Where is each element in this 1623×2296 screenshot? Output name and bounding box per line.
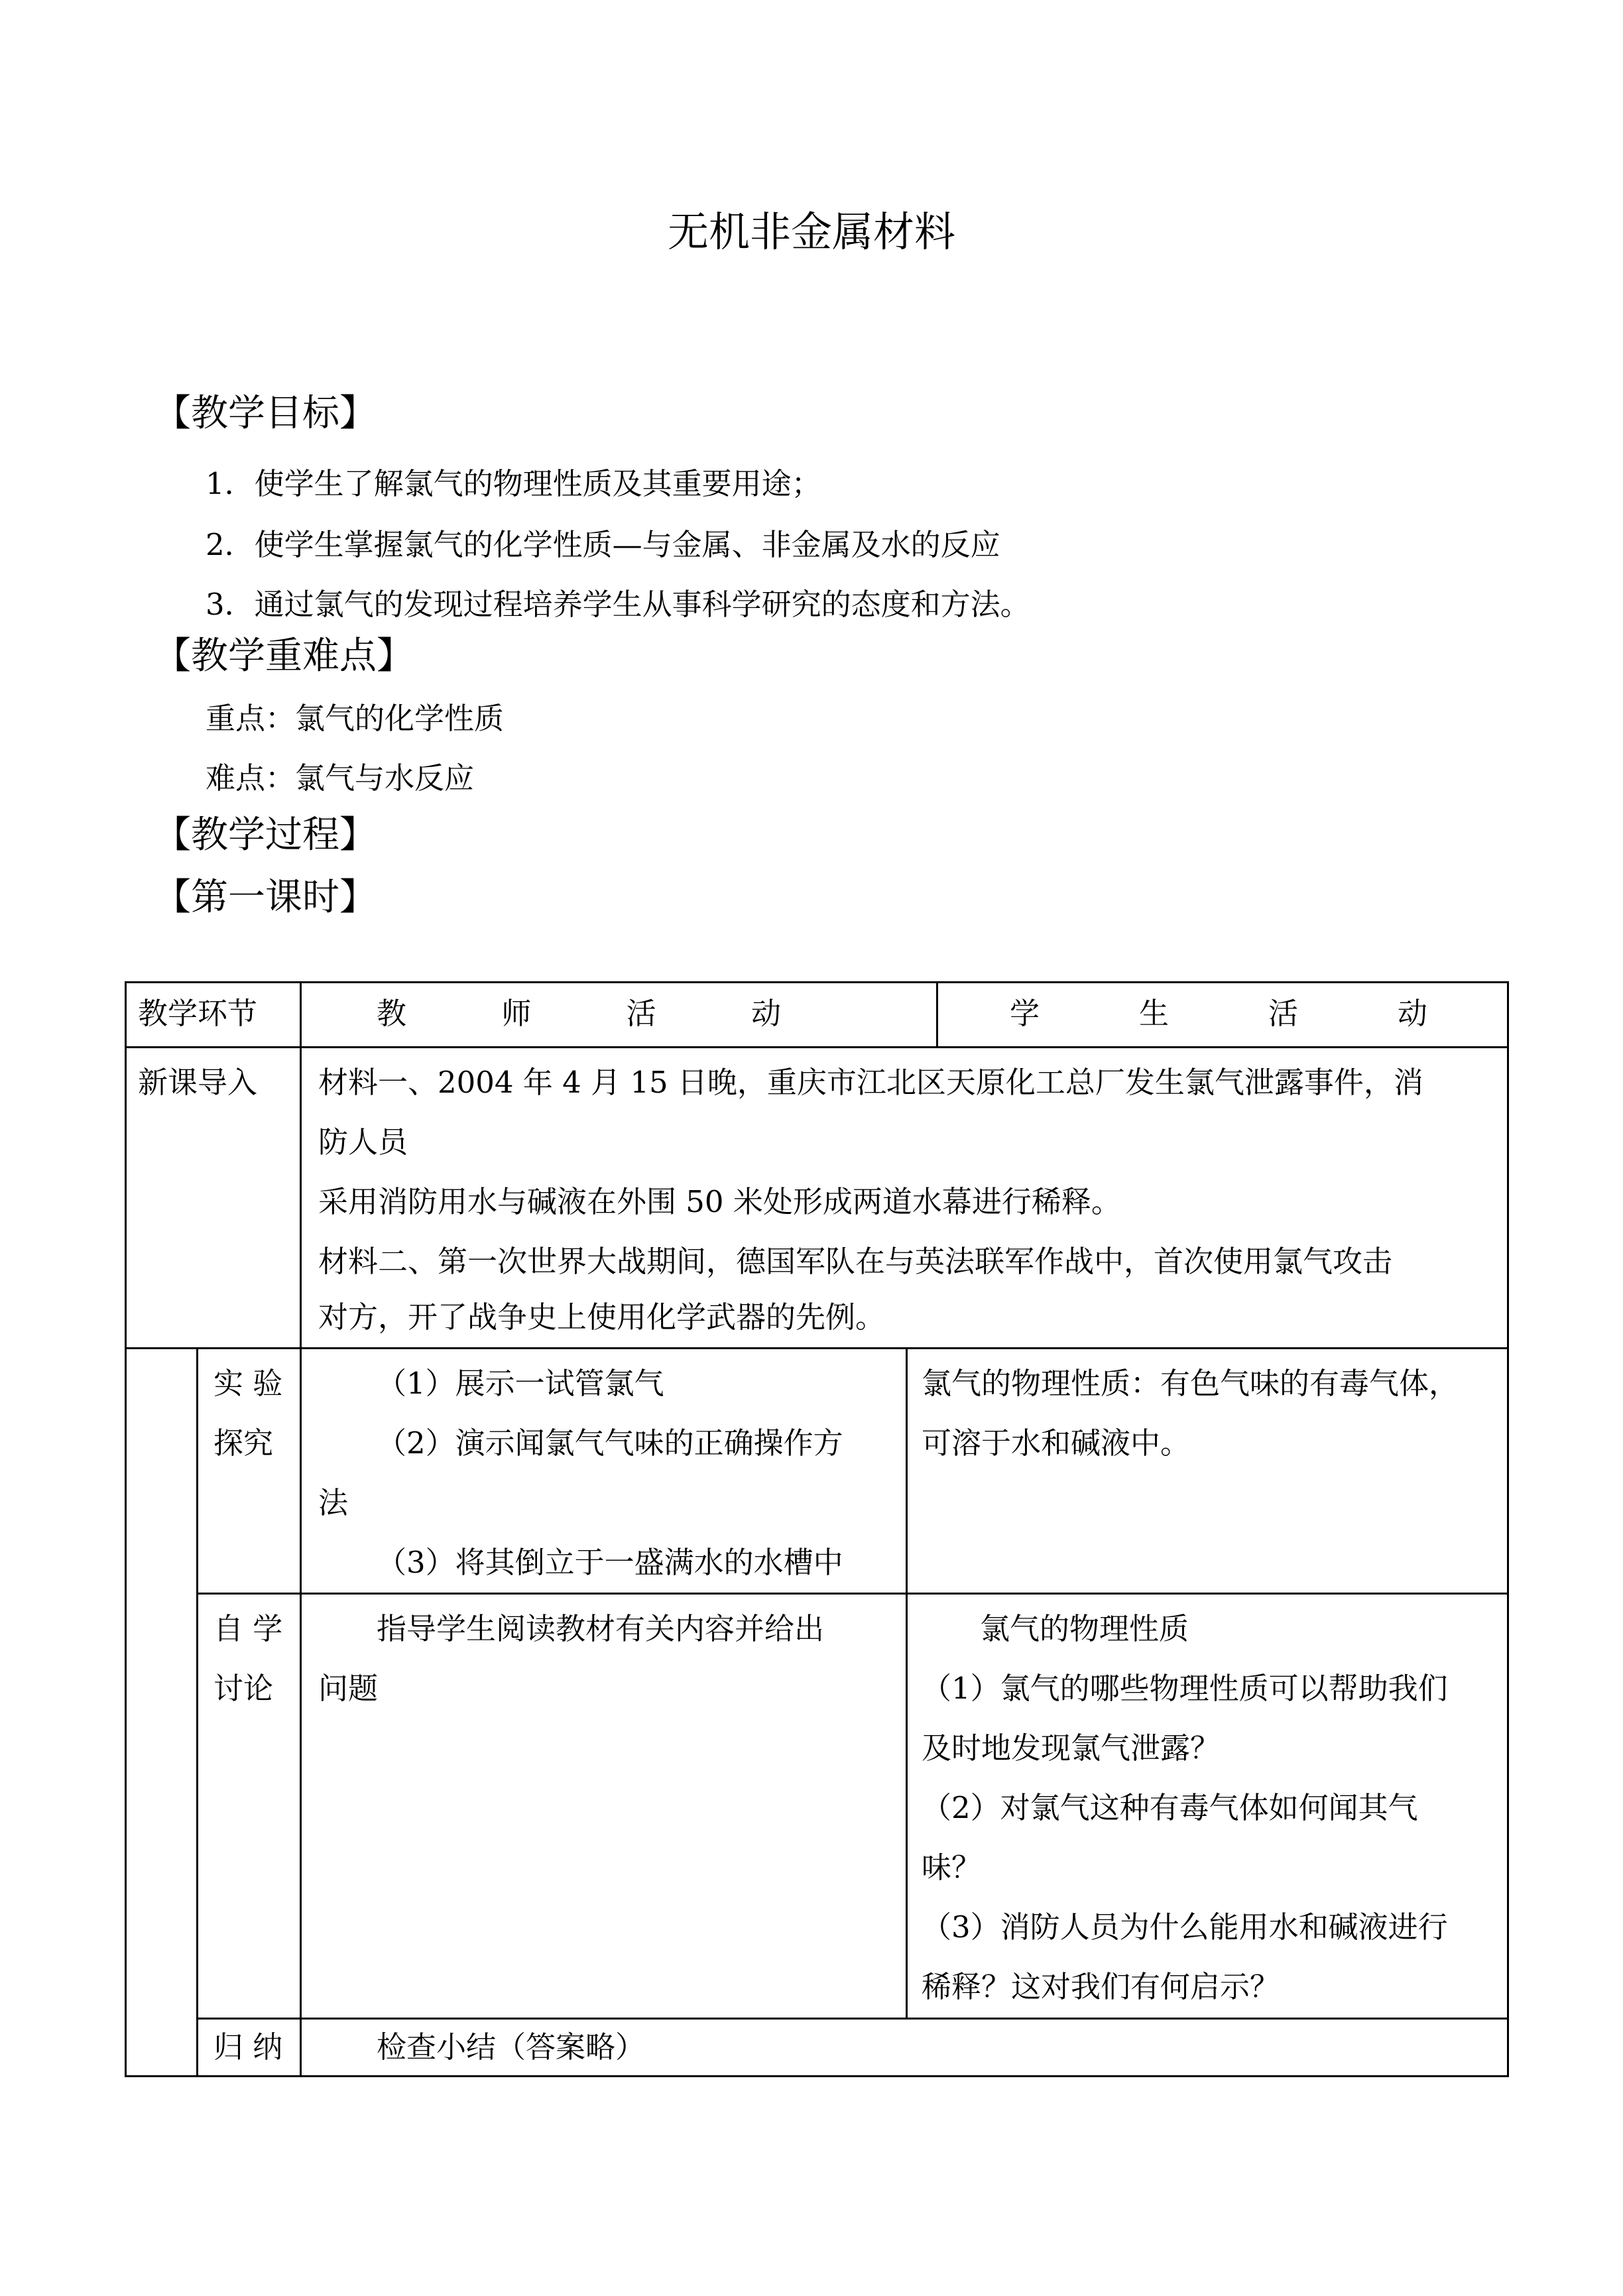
experiment-teacher-line: （2）演示闻氯气气味的正确操作方 xyxy=(377,1425,843,1461)
experiment-teacher-line: （3）将其倒立于一盛满水的水槽中 xyxy=(377,1545,843,1580)
objective-item: 3．通过氯气的发现过程培养学生从事科学研究的态度和方法。 xyxy=(206,587,1030,622)
intro-line: 材料一、2004 年 4 月 15 日晚，重庆市江北区天原化工总厂发生氯气泄露事件，消 xyxy=(318,1065,1423,1100)
discussion-student-line: （3）消防人员为什么能用水和碱液进行 xyxy=(922,1909,1448,1945)
lesson-table xyxy=(125,981,1509,2075)
process-heading: 【教学过程】 xyxy=(154,814,377,857)
intro-line: 材料二、第一次世界大战期间，德国军队在与英法联军作战中，首次使用氯气攻击 xyxy=(318,1244,1393,1279)
experiment-teacher-line: 法 xyxy=(318,1485,349,1520)
difficulty-point: 难点：氯气与水反应 xyxy=(206,760,475,796)
intro-line: 采用消防用水与碱液在外围 50 米处形成两道水幕进行稀释。 xyxy=(318,1184,1121,1219)
discussion-student-line: （2）对氯气这种有毒气体如何闻其气 xyxy=(922,1790,1418,1825)
discussion-teacher-line: 指导学生阅读教材有关内容并给出 xyxy=(377,1611,825,1646)
header-teacher-char: 师 xyxy=(501,996,532,1031)
objective-item: 1．使学生了解氯气的物理性质及其重要用途； xyxy=(206,466,821,501)
experiment-student-line: 可溶于水和碱液中。 xyxy=(922,1425,1191,1461)
header-student-char: 动 xyxy=(1397,996,1427,1031)
experiment-teacher-line: （1）展示一试管氯气 xyxy=(377,1366,664,1401)
header-teacher-char: 动 xyxy=(751,996,781,1031)
header-student-char: 活 xyxy=(1268,996,1298,1031)
objectives-heading: 【教学目标】 xyxy=(154,392,377,435)
discussion-student-line: 稀释？这对我们有何启示？ xyxy=(922,1969,1280,2004)
header-teacher-activity xyxy=(377,984,781,1044)
discussion-student-line: 及时地发现氯气泄露？ xyxy=(922,1730,1221,1766)
stage-discussion: 讨论 xyxy=(213,1671,274,1706)
header-student-char: 生 xyxy=(1138,996,1169,1031)
discussion-student-line: 氯气的物理性质 xyxy=(980,1611,1189,1646)
header-stage: 教学环节 xyxy=(138,996,258,1031)
lesson-heading: 【第一课时】 xyxy=(154,876,377,919)
stage-intro: 新课导入 xyxy=(138,1065,258,1100)
objective-item: 2．使学生掌握氯气的化学性质—与金属、非金属及水的反应 xyxy=(206,527,1000,562)
intro-line: 对方，开了战争史上使用化学武器的先例。 xyxy=(318,1299,886,1335)
stage-discussion: 自 学 xyxy=(213,1611,283,1646)
document-title: 无机非金属材料 xyxy=(667,208,955,256)
header-teacher-char: 教 xyxy=(377,996,407,1031)
focus-point: 重点：氯气的化学性质 xyxy=(206,701,505,736)
header-student-activity xyxy=(1010,984,1427,1044)
stage-experiment: 探究 xyxy=(213,1425,274,1461)
discussion-student-line: 味？ xyxy=(922,1850,982,1885)
header-student-char: 学 xyxy=(1010,996,1040,1031)
header-teacher-char: 活 xyxy=(626,996,656,1031)
intro-line: 防人员 xyxy=(318,1124,408,1160)
summary-teacher: 检查小结（答案略） xyxy=(377,2029,646,2065)
discussion-student-line: （1）氯气的哪些物理性质可以帮助我们 xyxy=(922,1671,1448,1706)
stage-experiment: 实 验 xyxy=(213,1366,283,1401)
discussion-teacher-line: 问题 xyxy=(318,1671,379,1706)
key-points-heading: 【教学重难点】 xyxy=(154,634,414,678)
experiment-student-line: 氯气的物理性质：有色气味的有毒气体， xyxy=(922,1366,1459,1401)
stage-summary: 归 纳 xyxy=(213,2029,283,2065)
